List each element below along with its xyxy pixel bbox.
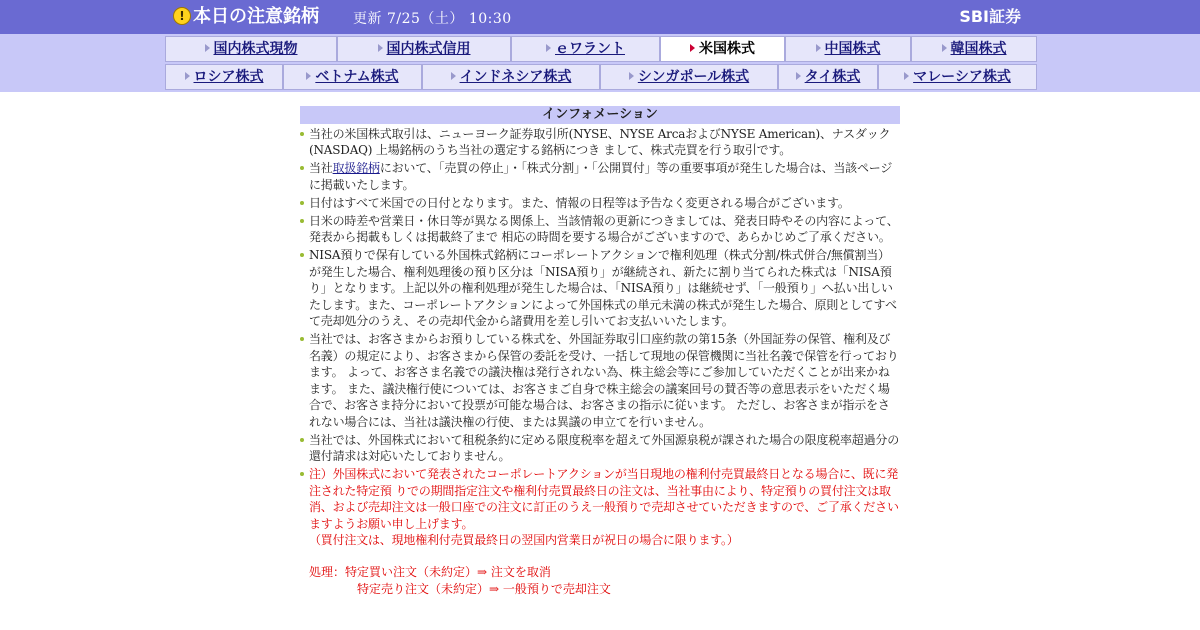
tab-vietnam-stock[interactable]: ベトナム株式	[283, 64, 422, 90]
information-list	[300, 126, 900, 533]
list-item: 当社取扱銘柄において、「売買の停止」・「株式分割」・「公開買付」等の重要事項が発生した場合は、当該ページに掲載いたします。	[300, 160, 900, 193]
tab-malaysia-stock[interactable]: マレーシア株式	[878, 64, 1037, 90]
bullet-icon	[300, 472, 304, 476]
purchase-order-note: （買付注文は、現地権利付売買最終日の翌国内営業日が祝日の場合に限ります。）	[309, 533, 739, 547]
tab-domestic-margin[interactable]: 国内株式信用	[337, 36, 511, 62]
list-item: 当社では、お客さまからお預りしている株式を、外国証券取引口座約款の第15条（外国証券の保管、権利及び名義）の規定により、お客さまから保管の委託を受け、一括して現地の保管機関に当社名義で保管を行っております。 よって、お客さま名義での議決権は発行されない為、株主総会等にご参加していただくことが出来かねます。 また、議決権行使については、お客さまご自身で株主総会の議案回号の賛否等の意思表示をいただく場合で、お客さま持分において投票が可能な場合は、お客さまの指示に従います。 ただし、お客さまが指示をされない場合には、当社は議決権の行使、または異議の申立てを行いません。	[300, 331, 900, 430]
list-item-notice: 注）外国株式において発表されたコーポレートアクションが当日現地の権利付売買最終日となる場合に、既に発注された特定預 りでの期間指定注文や権利付売買最終日の注文は、当社事由により、特定預りの買付注文は取消、および売却注文は一般口座での注文に訂正のうえ一般預りで売却させていただきますので、ご了承くださいますようお願い申し上げます。	[300, 466, 900, 532]
list-item: NISA預りで保有している外国株式銘柄にコーポレートアクションで権利処理（株式分割/株式併合/無償割当）が発生した場合、権利処理後の預り区分は「NISA預り」が継続され、新たに割り当てられた株式は「NISA預り」となります。上記以外の権利処理が発生した場合は、「NISA預り」は継続せず、「一般預り」へ払い出しいたします。また、コーポレートアクションによって外国株式の単元未満の株式が発生した場合、原則としてすべて売却処分のうえ、その売却代金から諸費用を差し引いてお支払いいたします。	[300, 247, 900, 330]
arrow-icon	[205, 44, 210, 52]
information-heading: インフォメーション	[300, 106, 900, 124]
tab-domestic-stock[interactable]: 国内株式現物	[165, 36, 337, 62]
arrow-icon	[378, 44, 383, 52]
arrow-icon	[629, 72, 634, 80]
information-panel	[300, 106, 900, 598]
list-item: 当社では、外国株式において租税条約に定める限度税率を超えて外国源泉税が課された場合の限度税率超過分の還付請求は対応いたしておりません。	[300, 432, 900, 465]
handled-stocks-link[interactable]: 取扱銘柄	[332, 161, 380, 175]
arrow-icon	[796, 72, 801, 80]
brand-logo: SBI証券	[959, 7, 1021, 26]
arrow-icon	[306, 72, 311, 80]
bullet-icon	[300, 201, 304, 205]
arrow-icon	[451, 72, 456, 80]
bullet-icon	[300, 132, 304, 136]
arrow-icon	[185, 72, 190, 80]
page-title: 本日の注意銘柄	[193, 6, 319, 27]
tab-korea-stock[interactable]: 韓国株式	[911, 36, 1037, 62]
list-item: 日米の時差や営業日・休日等が異なる関係上、当該情報の更新につきましては、発表日時やその内容によって、発表から掲載もしくは掲載終了まで 相応の時間を要する場合がございますので、あらかじめご了承ください。	[300, 213, 900, 246]
bullet-icon	[300, 438, 304, 442]
arrow-icon	[904, 72, 909, 80]
list-item: 当社の米国株式取引は、ニューヨーク証券取引所(NYSE、NYSE ArcaおよびNYSE American)、ナスダック(NASDAQ) 上場銘柄のうち当社の選定する銘柄につき まして、株式売買を行う取引です。	[300, 126, 900, 159]
list-item: 日付はすべて米国での日付となります。また、情報の日程等は予告なく変更される場合がございます。	[300, 195, 900, 212]
processing-rule-buy: 処理：特定買い注文（未約定）⇒ 注文を取消	[309, 564, 551, 579]
arrow-icon	[816, 44, 821, 52]
tab-china-stock[interactable]: 中国株式	[785, 36, 911, 62]
tab-singapore-stock[interactable]: シンガポール株式	[600, 64, 778, 90]
tab-indonesia-stock[interactable]: インドネシア株式	[422, 64, 600, 90]
warning-icon: !	[173, 7, 191, 25]
arrow-icon	[546, 44, 551, 52]
arrow-icon	[942, 44, 947, 52]
bullet-icon	[300, 337, 304, 341]
bullet-icon	[300, 166, 304, 170]
header-bar	[0, 0, 1200, 34]
tab-e-warrant[interactable]: ｅワラント	[511, 36, 660, 62]
processing-rule-sell: 特定売り注文（未約定）⇒ 一般預りで売却注文	[357, 581, 611, 596]
bullet-icon	[300, 253, 304, 257]
update-timestamp: 更新 7/25（土） 10:30	[353, 11, 512, 27]
market-nav	[0, 34, 1200, 92]
bullet-icon	[300, 219, 304, 223]
processing-rules	[300, 564, 900, 598]
tab-russia-stock[interactable]: ロシア株式	[165, 64, 283, 90]
tab-thailand-stock[interactable]: タイ株式	[778, 64, 878, 90]
arrow-icon	[690, 44, 695, 52]
tab-us-stock[interactable]: 米国株式	[660, 36, 785, 62]
